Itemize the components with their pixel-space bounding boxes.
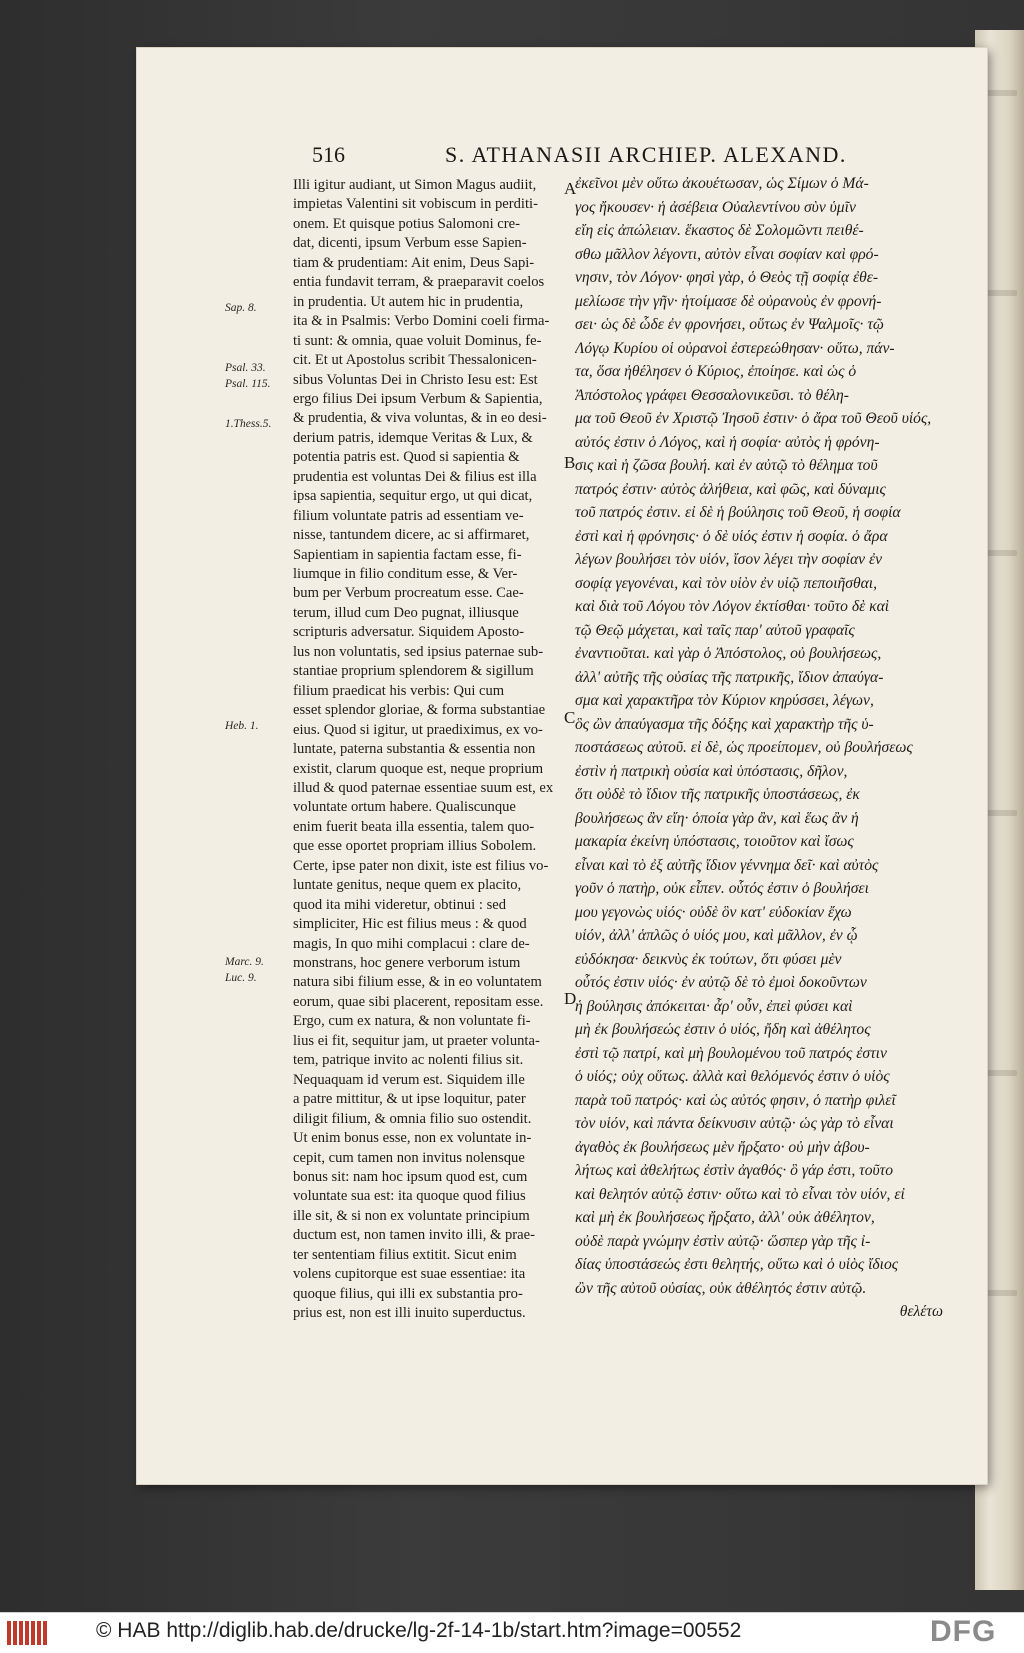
latin-text-line: tem, patrique invito ac nolenti filius sit.	[293, 1052, 524, 1069]
greek-text-line: ἀλλ' αὐτῆς τῆς οὐσίας τῆς πατρικῆς, ἴδιον ἀπαύγα-	[575, 668, 884, 686]
latin-text-line: cepit, cum tamen non invitus nolensque	[293, 1149, 525, 1166]
latin-text-line: dat, dicenti, ipsum Verbum esse Sapien-	[293, 235, 527, 252]
greek-text-line: σμα καὶ χαρακτῆρα τὸν Κύριον κηρύσσει, λέγων,	[575, 692, 874, 709]
latin-text-line: & prudentia, & viva voluntas, & in eo desi-	[293, 410, 547, 427]
greek-text-line: μακαρία ἐκείνη ὑπόστασις, τοιοῦτον καὶ ἴσως	[575, 833, 854, 850]
greek-text-line: υἱόν, ἀλλ' ἁπλῶς ὁ υἱός μου, καὶ μᾶλλον, ἐν ᾧ	[575, 927, 858, 944]
greek-text-line: μου γεγονὼς υἱός· οὐδὲ ὃν κατ' εὐδοκίαν ἔχω	[575, 903, 852, 921]
greek-text-line: λήτως καὶ ἀθελήτως ἐστὶν ἀγαθός· ὃ γάρ ἐστι, τοῦτο	[575, 1162, 894, 1179]
margin-note: Heb. 1.	[225, 720, 259, 732]
greek-text-line: καὶ μὴ ἐκ βουλήσεως ἤρξατο, ἀλλ' οὐκ ἀθέλητον,	[575, 1209, 875, 1226]
greek-text-line: ὢν τῆς αὐτοῦ οὐσίας, οὐκ ἀθέλητός ἐστιν αὐτῷ.	[575, 1279, 867, 1297]
greek-text-line: τοῦ πατρός ἐστιν. εἰ δὲ ἡ βούλησις τοῦ Θεοῦ, ἡ σοφία	[575, 504, 901, 521]
greek-text-line: μα τοῦ Θεοῦ ἐν Χριστῷ Ἰησοῦ ἐστιν· ὁ ἄρα τοῦ Θεοῦ υἱός,	[575, 410, 932, 427]
greek-text-line: Ἀπόστολος γράφει Θεσσαλονικεῦσι. τὸ θέλη-	[575, 386, 849, 404]
latin-text-line: ter sententiam filius extitit. Sicut enim	[293, 1246, 517, 1263]
latin-text-line: derium patris, idemque Veritas & Lux, &	[293, 429, 533, 446]
running-head: S. ATHANASII ARCHIEP. ALEXAND.	[445, 142, 847, 167]
greek-text-line: γος ἤκουσεν· ἡ ἀσέβεια Οὐαλεντίνου σὺν ὑμῖν	[575, 198, 856, 216]
latin-text-line: Sapientiam in sapientia factam esse, fi-	[293, 546, 522, 563]
latin-text-line: magis, In quo mihi complacui : clare de-	[293, 935, 530, 952]
greek-text-line: σις καὶ ἡ ζῶσα βουλή. καὶ ἐν αὐτῷ τὸ θέλημα τοῦ	[575, 457, 878, 474]
latin-text-line: voluntate sua est: ita quoque quod filius	[293, 1188, 526, 1205]
greek-text-line: νησιν, τὸν Λόγον· φησὶ γὰρ, ὁ Θεὸς τῇ σοφίᾳ ἐθε-	[575, 269, 879, 286]
latin-text-line: Illi igitur audiant, ut Simon Magus audiit,	[293, 177, 537, 193]
latin-text-line: sibus Voluntas Dei in Christo Iesu est: Est	[293, 371, 538, 388]
greek-column	[575, 172, 943, 1372]
latin-text-line: existit, clarum quoque est, neque proprium	[293, 760, 544, 777]
greek-text-line: ἐναντιοῦται. καὶ γὰρ ὁ Ἀπόστολος, οὐ βουλήσεως,	[575, 645, 882, 662]
latin-text-line: que esse oportet propriam illius Sobolem.	[293, 838, 537, 855]
greek-text-line: μελίωσε τὴν γῆν· ἡτοίμασε δὲ οὐρανοὺς ἐν φρονή-	[575, 292, 882, 310]
latin-text-line: a patre mittitur, & ut ipse loquitur, pater	[293, 1091, 526, 1108]
latin-text-line: prius est, non est illi inuito superductus.	[293, 1305, 526, 1322]
greek-text-line: οὗτός ἐστιν υἱός· ἐν αὐτῷ δὲ τὸ ἐμοὶ δοκοῦντων	[575, 974, 867, 991]
latin-text-line: volens cupitorque est suae essentiae: ita	[293, 1266, 526, 1283]
latin-text-line: filium praedicat his verbis: Qui cum	[293, 682, 505, 699]
latin-text-line: diligit filium, & omnia filio suo ostendit.	[293, 1110, 532, 1127]
latin-text-line: lius ei fit, sequitur jam, ut praeter volunta-	[293, 1032, 540, 1049]
greek-text-line: βουλήσεως ἂν εἴη· ὁποία γὰρ ἂν, καὶ ἕως ἂν ἡ	[575, 809, 859, 827]
greek-text-line: λέγων βουλήσει τὸν υἱόν, ἴσον λέγει τὴν σοφίαν ἐν	[575, 551, 883, 568]
latin-text-line: ipsa sapientia, sequitur ergo, ut qui dicat,	[293, 488, 533, 505]
greek-text-line: πατρός ἐστιν· αὐτὸς ἀλήθεια, καὶ φῶς, καὶ δύναμις	[575, 480, 886, 498]
latin-text-line: lus non voluntatis, sed ipsius paternae sub-	[293, 643, 544, 660]
greek-text-line: εὐδόκησα· δεικνὺς ἐκ τούτων, ὅτι φύσει μὲν	[575, 950, 842, 968]
greek-text-line: καὶ διὰ τοῦ Λόγου τὸν Λόγον ἐκτίσθαι· τοῦτο δὲ καὶ	[575, 598, 890, 615]
greek-text-line: σθω μᾶλλον λέγοντι, αὐτὸν εἶναι σοφίαν καὶ φρό-	[575, 245, 879, 263]
dfg-logo: DFG	[930, 1615, 997, 1648]
greek-text-line: τα, ὅσα ἠθέλησεν ὁ Κύριος, ἐποίησε. καὶ ὡς ὁ	[575, 363, 857, 380]
latin-text-line: Ut enim bonus esse, non ex voluntate in-	[293, 1130, 532, 1147]
greek-text-line: γοῦν ὁ πατὴρ, οὐκ εἶπεν. οὗτός ἐστιν ὁ βουλήσει	[575, 880, 869, 897]
latin-text-line: enim fuerit beata illa essentia, talem quo-	[293, 818, 535, 835]
latin-text-line: cit. Et ut Apostolus scribit Thessalonicen-	[293, 352, 537, 369]
latin-text-line: voluntate ortum habere. Qualiscunque	[293, 799, 516, 816]
latin-text-line: quod ita mihi videretur, obtinui : sed	[293, 896, 507, 913]
latin-column	[293, 175, 565, 1325]
margin-note: 1.Thess.5.	[225, 418, 272, 430]
latin-text-line: natura sibi filium esse, & in eo voluntatem	[293, 974, 542, 991]
latin-text-line: bum per Verbum procreatum esse. Cae-	[293, 585, 524, 602]
greek-text-line: ἡ βούλησις ἀπόκειται· ἆρ' οὖν, ἐπεὶ φύσει καὶ	[575, 997, 853, 1015]
greek-text-line: αὐτός ἐστιν ὁ Λόγος, καὶ ἡ σοφία· αὐτὸς ἡ φρόνη-	[575, 433, 880, 451]
latin-text-line: quoque filius, qui illi ex substantia pro-	[293, 1285, 523, 1302]
greek-text-line: οὐδὲ παρὰ γνώμην ἐστὶν αὐτῷ· ὥσπερ γὰρ τῆς ἰ-	[575, 1232, 871, 1250]
greek-text-line: τὸν υἱόν, καὶ πάντα δείκνυσιν αὐτῷ· ὡς γὰρ τὸ εἶναι	[575, 1115, 894, 1132]
margin-notes	[225, 250, 285, 984]
greek-text-line: ὅτι οὐδὲ τὸ ἴδιον τῆς πατρικῆς ὑποστάσεως, ἐκ	[575, 786, 860, 803]
greek-text-line: θελέτω	[899, 1303, 943, 1320]
greek-text-line: ἐστὶ τῷ πατρί, καὶ μὴ βουλομένου τοῦ πατρός ἐστιν	[575, 1044, 887, 1062]
greek-text-line: δίας ὑποστάσεώς ἐστι θελητής, οὕτω καὶ ὁ υἱὸς ἴδιος	[575, 1256, 899, 1273]
latin-text-line: stantiae proprium splendorem & sigillum	[293, 663, 534, 680]
latin-text-line: impietas Valentini sit vobiscum in perditi-	[293, 196, 538, 213]
section-letter: B	[564, 453, 576, 472]
latin-text-line: prudentia est voluntas Dei & filius est illa	[293, 468, 537, 485]
greek-text-line: μὴ ἐκ βουλήσεώς ἐστιν ὁ υἱός, ἤδη καὶ ἀθέλητος	[575, 1021, 871, 1038]
greek-text-line: καὶ θελητόν αὐτῷ ἐστιν· οὕτω καὶ τὸ εἶναι τὸν υἱόν, εἰ	[575, 1185, 905, 1203]
latin-text-line: ita & in Psalmis: Verbo Domini coeli firma-	[293, 313, 550, 330]
book-page	[137, 48, 987, 1484]
latin-text-line: in prudentia. Ut autem hic in prudentia,	[293, 293, 524, 310]
latin-text-line: monstrans, hoc genere verborum istum	[293, 955, 521, 971]
greek-text-line: εἴη εἰς ἀπώλειαν. ἕκαστος δὲ Σολομῶντι πειθέ-	[575, 222, 864, 239]
greek-text-line: παρὰ τοῦ πατρός· καὶ ὡς αὐτός φησιν, ὁ πατὴρ φιλεῖ	[575, 1091, 896, 1109]
copyright-url[interactable]: © HAB http://diglib.hab.de/drucke/lg-2f-14-1b/start.htm?image=00552	[96, 1619, 742, 1642]
greek-text-line: τῷ Θεῷ μάχεται, καὶ ταῖς παρ' αὐτοῦ γραφαῖς	[575, 621, 855, 639]
latin-text-line: eorum, quae sibi placerent, repositam esse.	[293, 993, 544, 1010]
latin-text-line: terum, illud cum Deo pugnat, illiusque	[293, 604, 519, 621]
margin-note: Psal. 115.	[225, 378, 271, 390]
latin-text-line: Nequaquam id verum est. Siquidem ille	[293, 1071, 525, 1088]
latin-text-line: simpliciter, Hic est filius meus : & quod	[293, 916, 527, 933]
latin-text-line: luntate genitus, neque quem ex placito,	[293, 877, 522, 894]
latin-text-line: potentia patris est. Quod si sapientia &	[293, 449, 520, 466]
greek-text-line: ἐκεῖνοι μὲν οὕτω ἀκουέτωσαν, ὡς Σίμων ὁ Μά-	[575, 175, 869, 192]
latin-text-line: luntate, paterna substantia & essentia non	[293, 741, 536, 758]
greek-text-line: σει· ὡς δὲ ὧδε ἐν φρονήσει, οὕτως ἐν Ψαλμοῖς· τῷ	[575, 316, 884, 333]
footer-bar	[0, 1612, 1024, 1653]
greek-text-line: ὃς ὢν ἀπαύγασμα τῆς δόξης καὶ χαρακτὴρ τῆς ὑ-	[575, 715, 874, 733]
hab-logo-icon	[6, 1619, 48, 1647]
latin-text-line: eius. Quod si igitur, ut praediximus, ex vo-	[293, 721, 543, 738]
latin-text-line: entia fundavit terram, & praeparavit coelos	[293, 274, 545, 291]
latin-text-line: Certe, ipse pater non dixit, iste est filius vo-	[293, 857, 549, 874]
greek-text-line: σοφίᾳ γεγονέναι, καὶ τὸν υἱὸν ἐν υἱῷ πεποιῆσθαι,	[575, 574, 878, 592]
section-letter: A	[564, 179, 577, 198]
margin-note: Psal. 33.	[225, 362, 266, 374]
section-letter: C	[564, 708, 576, 727]
greek-text-line: ἀγαθὸς ἐκ βουλήσεως μὲν ἤρξατο· οὐ μὴν ἀβου-	[575, 1138, 870, 1156]
margin-note: Luc. 9.	[225, 972, 257, 984]
section-letter: D	[564, 989, 577, 1008]
margin-note: Marc. 9.	[225, 956, 264, 968]
greek-text-line: ὁ υἱός; οὐχ οὕτως. ἀλλὰ καὶ θελόμενός ἐστιν ὁ υἱὸς	[575, 1068, 890, 1085]
latin-text-line: Ergo, cum ex natura, & non voluntate fi-	[293, 1013, 531, 1030]
greek-text-line: Λόγῳ Κυρίου οἱ οὐρανοὶ ἐστερεώθησαν· οὕτω, πάν-	[575, 339, 895, 357]
latin-text-line: bonus sit: nam hoc ipsum quod est, cum	[293, 1168, 528, 1185]
latin-text-line: ergo filius Dei ipsum Verbum & Sapientia,	[293, 390, 543, 407]
latin-text-line: liumque in filio conditum esse, & Ver-	[293, 566, 518, 582]
greek-text-line: ἐστὶ καὶ ἡ φρόνησις· ὁ δὲ υἱός ἐστιν ἡ σοφία. ὁ ἄρα	[575, 527, 888, 545]
greek-text-line: ἐστὶν ἡ πατρικὴ οὐσία καὶ ὑπόστασις, δῆλον,	[575, 762, 848, 780]
latin-text-line: onem. Et quisque potius Salomoni cre-	[293, 215, 520, 232]
latin-text-line: illud & quod paternae essentiae suum est, ex	[293, 779, 554, 796]
latin-text-line: nisse, tantundem dicere, ac si affirmaret,	[293, 527, 530, 544]
page-number: 516	[312, 142, 345, 167]
greek-text-line: ποστάσεως αὐτοῦ. εἰ δὲ, ὡς προείπομεν, οὐ βουλήσεως	[575, 739, 913, 756]
latin-text-line: scripturis adversatur. Siquidem Aposto-	[293, 624, 525, 641]
latin-text-line: esset splendor gloriae, & forma substantiae	[293, 702, 546, 719]
latin-text-line: tiam & prudentiam: Ait enim, Deus Sapi-	[293, 254, 535, 271]
latin-text-line: ti sunt: & omnia, quae voluit Dominus, fe-	[293, 332, 542, 349]
latin-text-line: ille sit, & si non ex voluntate principium	[293, 1207, 530, 1224]
latin-text-line: filium voluntate patris ad essentiam ve-	[293, 507, 524, 524]
greek-text-line: εἶναι καὶ τὸ ἐξ αὐτῆς ἴδιον γέννημα δεῖ· καὶ αὐτὸς	[575, 856, 879, 874]
latin-text-line: ductum est, non tamen invito illi, & prae-	[293, 1227, 535, 1244]
margin-note: Sap. 8.	[225, 302, 257, 314]
